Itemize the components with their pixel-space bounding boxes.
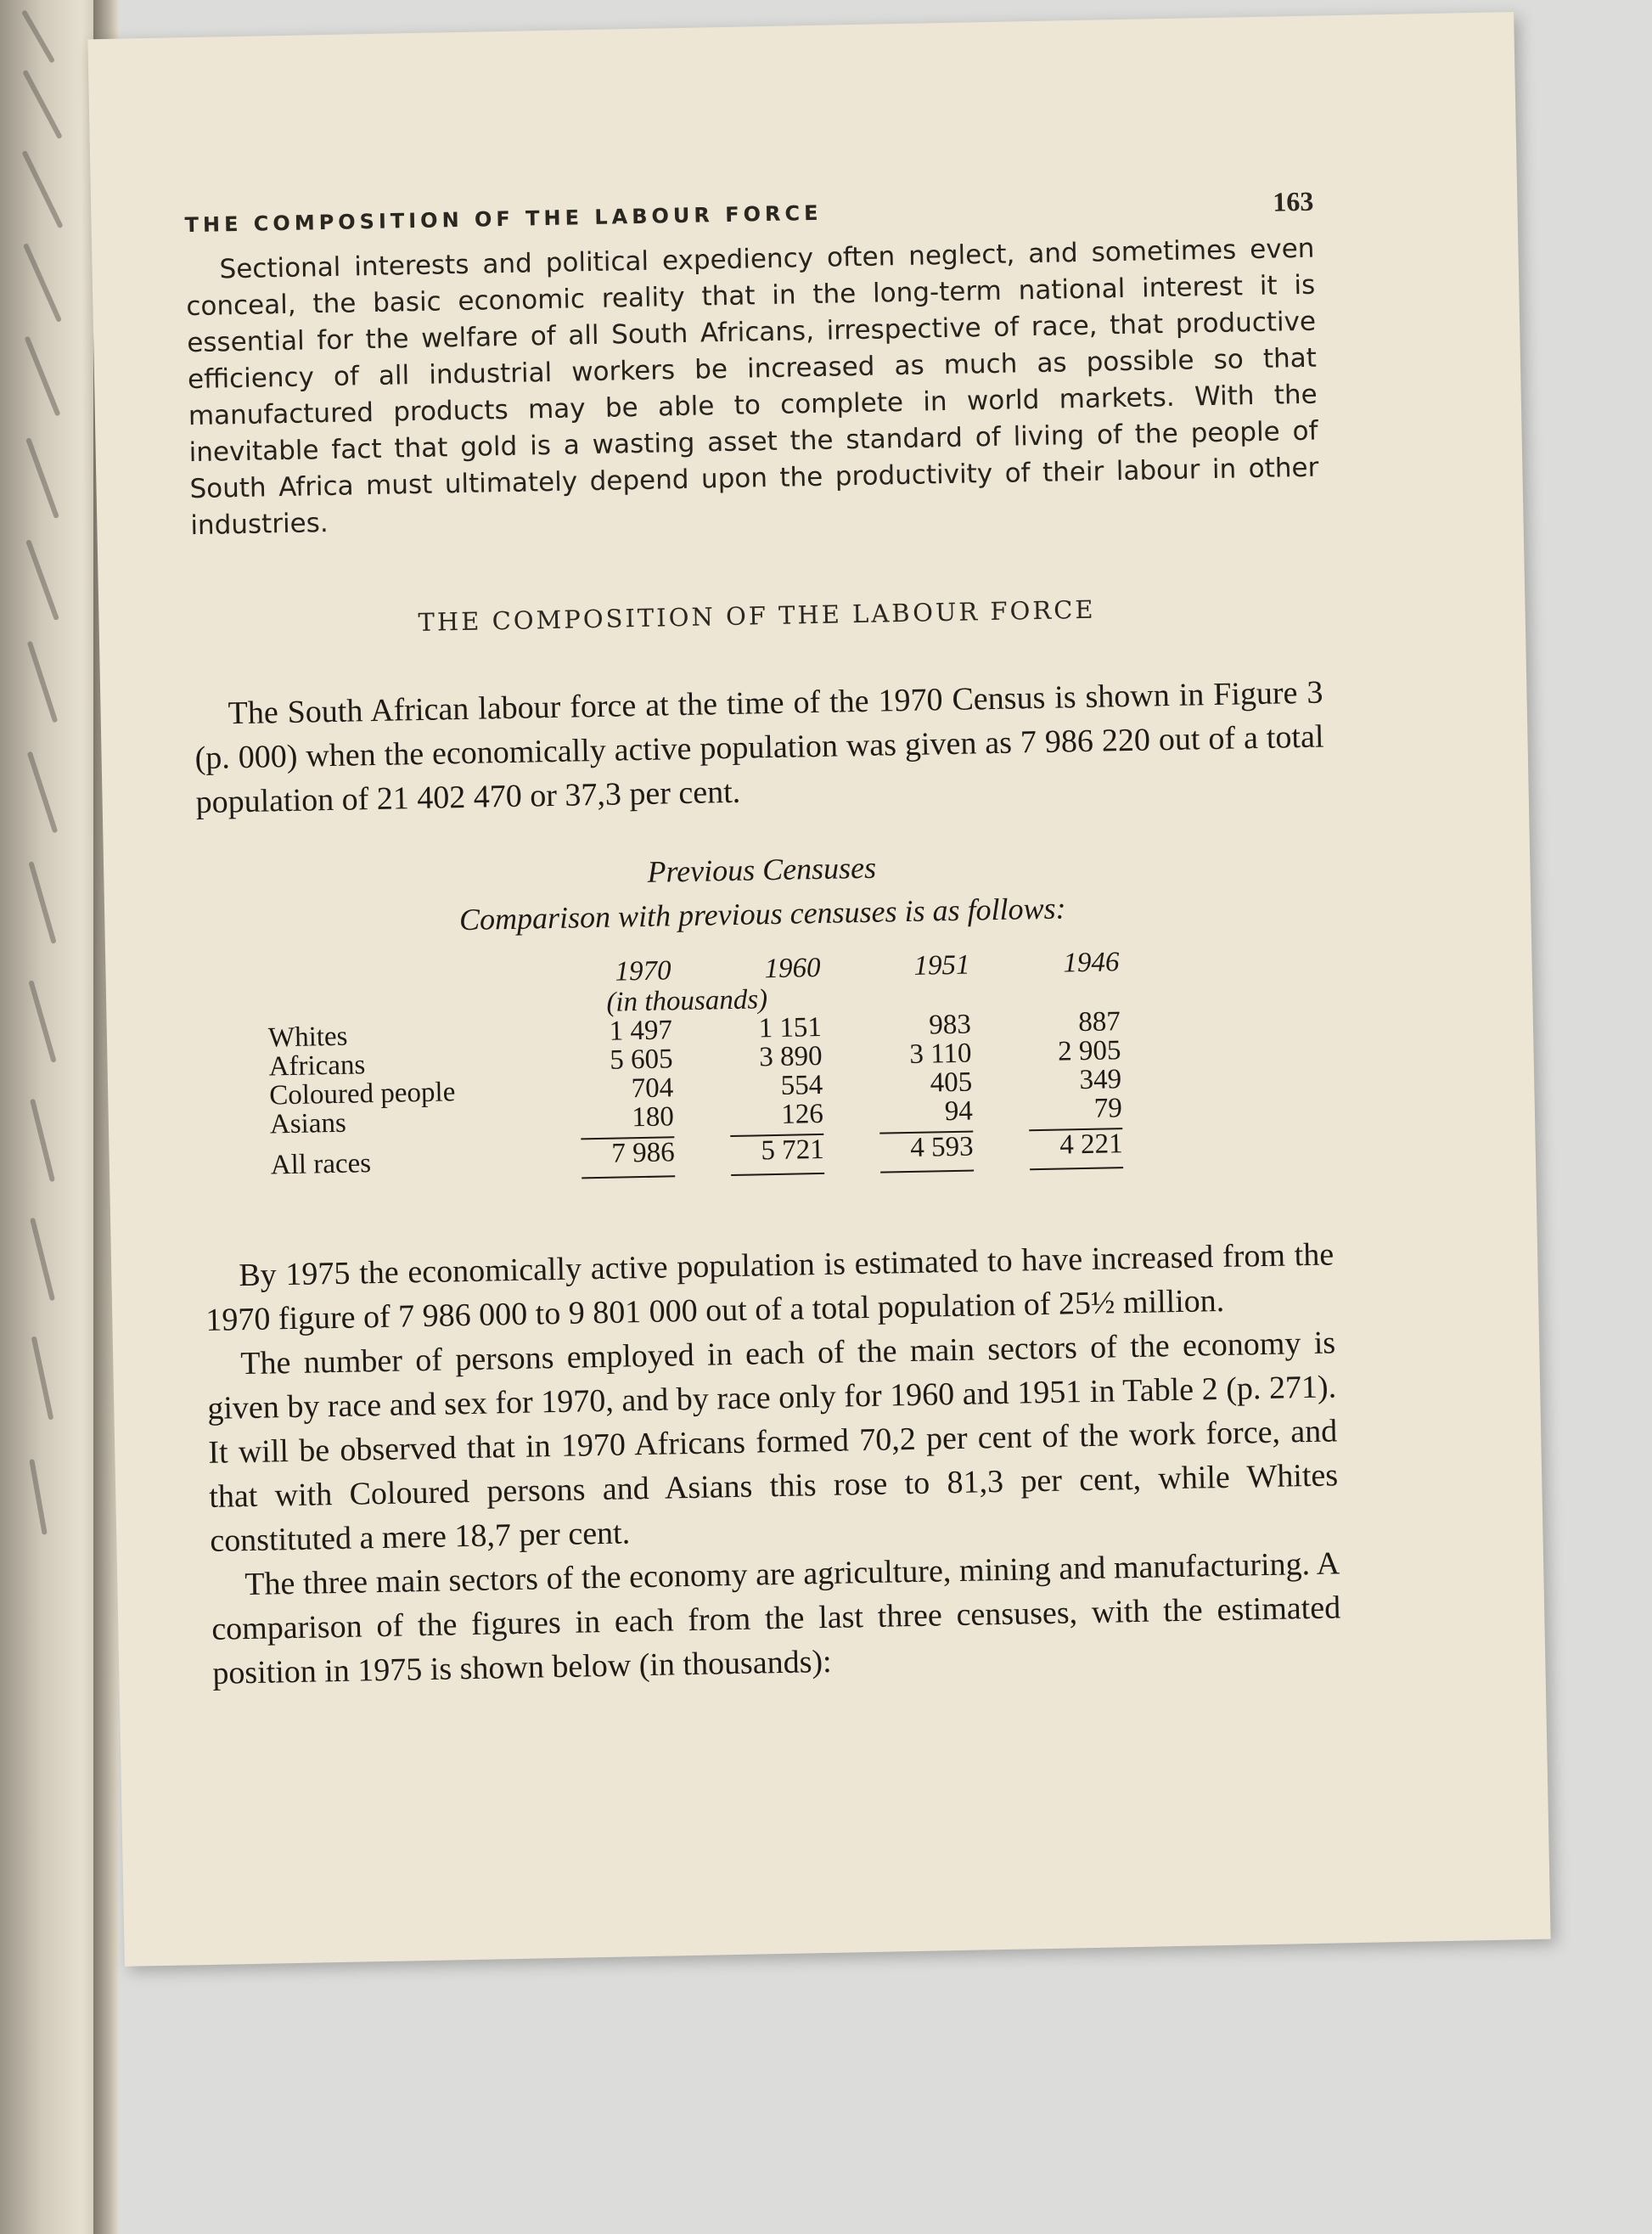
total-cell: 4 221 [1029,1129,1123,1170]
year-header: 1946 [1063,947,1120,979]
unit-note: (in thousands) [606,984,768,1018]
page-number: 163 [1272,185,1314,217]
table-cell: 3 110 [909,1038,972,1070]
subheading-previous-censuses: Previous Censuses [647,850,877,889]
table-cell: 126 [780,1098,824,1130]
year-header: 1951 [913,949,970,982]
page-content [184,186,1341,1696]
total-cell: 5 721 [730,1135,824,1176]
row-label: Asians [269,1107,347,1140]
paragraph-1975-estimate: By 1975 the economically active population is estimated to have increased from the 1970 figure of 7 986 000 to 9 801 000 out of a total population of 25½ million. [205,1236,1335,1338]
running-head-title: THE COMPOSITION OF THE LABOUR FORCE [184,200,823,238]
running-head [184,186,1313,239]
paragraph-sectional-interests: Sectional interests and political expediency often neglect, and sometimes even conceal, the basic economic reality that in the long-term national interest it is essential for the welfare of all South Africans, irrespective of race, that productive efficiency of all industrial workers be increased as much as possible so that manufactured products may be able to complete in world markets. With the inevitable fact that gold is a wasting asset the standard of living of the people of South Africa must ultimately depend upon the productivity of their labour in other industries. [186,233,1319,542]
year-header: 1970 [615,955,671,988]
table-cell: 405 [930,1066,973,1099]
total-label: All races [270,1148,372,1181]
paragraph-labour-force: The South African labour force at the time of the 1970 Census is shown in Figure 3 (p. 000) when the economically active population was given as 7 986 220 out of a total population of 21 402 470 or 37,3 per cent. [194,674,1324,821]
row-label: Coloured people [268,1077,456,1111]
row-label: Whites [267,1021,348,1054]
paragraph-persons-employed: The number of persons employed in each of the main sectors of the economy is given by race and sex for 1970, and by race only for 1960 and 1951 in Table 2 (p. 271). It will be observed that in 1970 Africans formed 70,2 per cent of the work force, and that with Coloured persons and Asians this rose to 81,3 per cent, while Whites constituted a mere 18,7 per cent. [206,1325,1339,1559]
year-header: 1960 [764,952,821,985]
table-cell: 5 605 [609,1044,673,1076]
table-cell: 180 [632,1101,675,1134]
table-cell: 554 [780,1069,823,1101]
facing-page-edge [0,0,102,2234]
census-table [267,948,1138,1185]
table-cell: 349 [1079,1064,1122,1096]
row-label: Africans [268,1049,366,1083]
section-title: THE COMPOSITION OF THE LABOUR FORCE [418,594,1096,637]
table-cell: 1 497 [609,1015,673,1047]
table-cell: 79 [1093,1093,1123,1124]
book-page [87,12,1550,1967]
table-cell: 3 890 [758,1040,823,1073]
total-cell: 7 986 [581,1138,675,1179]
table-cell: 704 [631,1072,674,1105]
table-cell: 983 [928,1009,972,1041]
table-cell: 887 [1077,1006,1121,1038]
subheading-comparison: Comparison with previous censuses is as follows: [458,891,1066,937]
table-cell: 94 [944,1095,974,1128]
paragraph-main-sectors: The three main sectors of the economy are agriculture, mining and manufacturing. A comparison of the figures in each from the last three censuses, with the estimated position in 1975 is shown below (in thousands): [211,1545,1341,1691]
total-cell: 4 593 [879,1133,974,1173]
table-cell: 2 905 [1057,1035,1121,1067]
table-cell: 1 151 [758,1011,823,1044]
